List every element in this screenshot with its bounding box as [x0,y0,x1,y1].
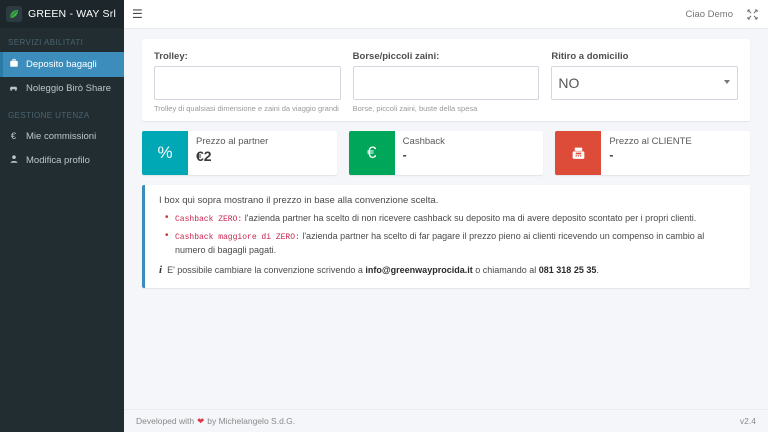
stat-label: Cashback [402,136,445,147]
stat-value: - [402,148,407,162]
list-item [175,230,736,256]
support-phone[interactable]: 081 318 25 35 [538,264,597,275]
bullet-tag: Cashback ZERO: [175,215,243,224]
brand-title: GREEN - WAY Srl [28,8,116,20]
ritiro-select[interactable] [551,66,738,100]
info-lead: I box qui sopra mostrano il prezzo in base alla convenzione scelta. [159,195,439,206]
page-footer [124,409,768,432]
ritiro-field-group [551,51,738,113]
trolley-field-group [154,51,341,113]
info-footer-prefix: E' possibile cambiare la convenzione scrivendo a [167,264,363,275]
borse-input[interactable] [353,66,540,100]
stat-body [395,131,544,175]
cash-register-icon [555,131,601,175]
info-footer-suffix: . [596,264,599,275]
percent-icon: % [142,131,188,175]
footer-credit [136,416,295,427]
sidebar-item-deposito-bagagli[interactable] [0,52,124,77]
info-footer [159,264,736,276]
topbar-right [685,9,758,20]
suitcase-icon [8,58,19,71]
bullet-text: l'azienda partner ha scelto di far pagare il prezzo pieno ai clienti ricevendo un compenso in cambio al numero di bagagli pagati. [175,230,705,255]
greeting-label[interactable]: Ciao Demo [685,8,733,20]
sidebar-item-label: Mie commissioni [26,131,97,142]
stat-body [601,131,750,175]
sidebar-item-label: Deposito bagagli [26,58,97,70]
info-footer-middle: o chiamando al [475,264,537,275]
list-item [175,212,736,226]
sidebar-item-mie-commissioni[interactable] [0,125,124,148]
hamburger-icon[interactable]: ☰ [132,7,143,21]
stats-row [142,131,750,175]
info-panel [142,185,750,288]
euro-icon: € [349,131,395,175]
sidebar-item-label: Noleggio Birò Share [26,83,112,95]
brand-header[interactable] [0,0,124,28]
footer-prefix: Developed with [136,416,195,426]
main-area [124,0,768,432]
stat-box-cashback [349,131,544,175]
sidebar-item-noleggio-biro-share[interactable] [0,77,124,102]
stat-body [188,131,337,175]
trolley-label: Trolley: [154,51,188,62]
booking-form-panel [142,39,750,121]
expand-arrows-icon[interactable] [747,9,758,20]
content-area [124,29,768,409]
ritiro-label: Ritiro a domicilio [551,51,629,62]
info-icon: i [159,263,163,276]
borse-label: Borse/piccoli zaini: [352,51,440,62]
footer-version: v2.4 [739,416,756,426]
leaf-logo-icon [6,6,22,22]
trolley-input[interactable] [154,66,341,100]
stat-value: €2 [196,148,212,164]
stat-label: Prezzo al partner [196,136,269,147]
stat-box-prezzo-partner [142,131,337,175]
info-bullet-list [159,212,736,256]
sidebar-section-header-gestione: GESTIONE UTENZA [8,111,90,120]
sidebar-item-label: Modifica profilo [26,154,90,166]
info-footer-text [167,265,599,275]
euro-icon: € [10,130,17,142]
stat-label: Prezzo al CLIENTE [609,136,692,147]
sidebar-section-header-servizi: SERVIZI ABILITATI [8,38,84,47]
bullet-tag: Cashback maggiore di ZERO: [175,232,300,242]
sidebar [0,0,124,432]
ritiro-select-wrap [551,66,738,100]
footer-suffix: by Michelangelo S.d.G. [207,416,296,426]
bullet-text: l'azienda partner ha scelto di non ricevere cashback su deposito ma di avere deposito scontato per i propri clienti. [244,213,697,223]
stat-value: - [609,148,614,162]
trolley-hint: Trolley di qualsiasi dimensione e zaini da viaggio grandi [154,104,339,113]
borse-hint: Borse, piccoli zaini, buste della spesa [352,104,478,113]
support-email[interactable]: info@greenwayprocida.it [365,264,473,275]
car-icon [8,83,19,96]
user-icon [8,154,19,167]
borse-field-group [353,51,540,113]
heart-icon: ❤ [197,415,205,426]
stat-box-prezzo-cliente [555,131,750,175]
topbar [124,0,768,29]
sidebar-item-modifica-profilo[interactable] [0,148,124,173]
